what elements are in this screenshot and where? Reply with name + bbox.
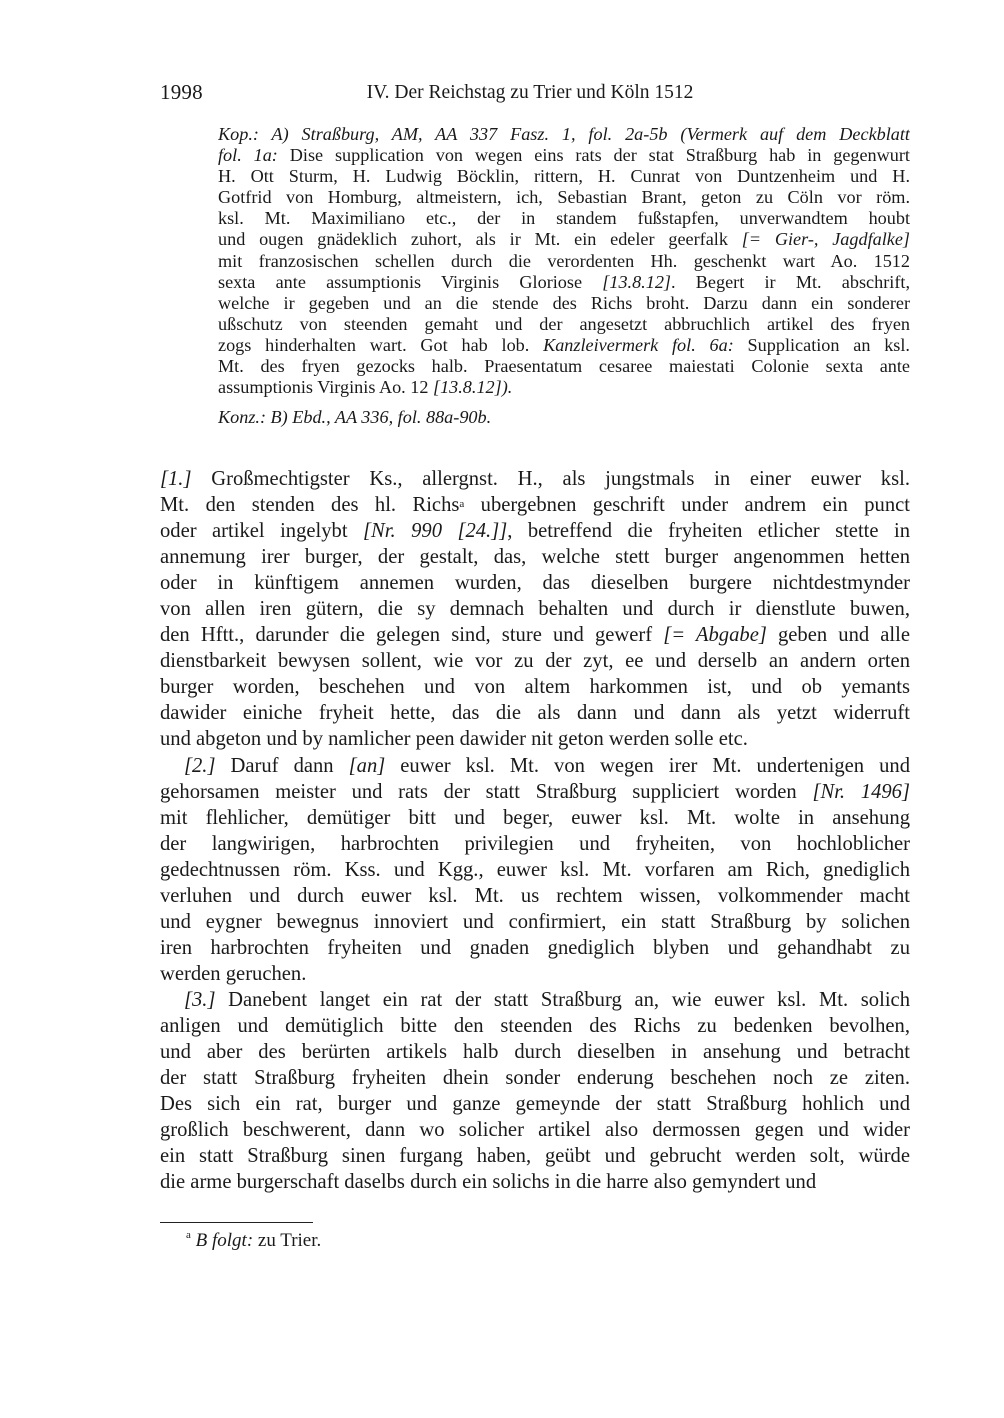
text-run: dawider einiche fryheit hette, das die als dann und dann als yetzt widerruft	[160, 702, 910, 725]
note-line	[218, 335, 910, 356]
text-run: und eygner bewegnus innoviert und confirmiert, ein statt Straßburg by solichen	[160, 910, 910, 933]
text-run: [= Gier-, Jagdfalke]	[741, 229, 910, 250]
note-line	[218, 377, 910, 398]
text-run: Supplication an ksl.	[733, 334, 910, 355]
footnote-text: zu Trier.	[253, 1230, 322, 1251]
text-run: welche ir gegeben und an die stende des Richs broht. Darzu dann ein sonderer	[218, 292, 910, 313]
text-line	[160, 700, 910, 726]
text-run: [an]	[348, 754, 386, 777]
text-run: den Hftt., darunder die gelegen sind, sture und gewerf	[160, 624, 664, 647]
running-header: IV. Der Reichstag zu Trier und Köln 1512	[366, 82, 694, 103]
note-line	[218, 187, 910, 208]
text-line	[160, 883, 910, 909]
text-run: [2.]	[184, 754, 216, 777]
page-number: 1998	[160, 80, 203, 104]
text-run: [Nr. 990 [24.]]	[363, 520, 508, 543]
text-run: Dise supplication von wegen eins rats der stat Straßburg hab in gegenwurt	[277, 145, 910, 166]
main-text	[160, 466, 910, 1195]
text-line	[160, 1169, 910, 1195]
text-line	[160, 518, 910, 544]
paragraph-1	[160, 466, 910, 753]
footnote-label: B folgt:	[195, 1230, 254, 1251]
footnote-ref: a	[459, 498, 465, 511]
text-run: werden geruchen.	[160, 962, 307, 985]
text-line	[160, 1013, 910, 1039]
text-run: [1.]	[160, 468, 192, 490]
text-run: die arme burgerschaft daselbs durch ein solichs in die harre also gemyndert und	[160, 1171, 817, 1194]
text-run: der langwirigen, harbrochten privilegien und fryheiten, von hochloblicher	[160, 832, 910, 855]
text-line	[160, 1143, 910, 1169]
text-run: oder artikel ingelybt	[160, 520, 364, 543]
text-line	[160, 753, 910, 779]
footnote-marker: a	[186, 1229, 191, 1241]
text-line	[160, 570, 910, 596]
text-run: der statt Straßburg fryheiten dhein sonder enderung beschehen noch ze ziten.	[160, 1067, 910, 1090]
text-run: dienstbarkeit bewysen sollent, wie vor zu der zyt, ee und derselb an andern orten	[160, 650, 910, 673]
text-run: anligen und demütiglich bitte den steenden des Richs zu bedenken bevolhen,	[160, 1014, 910, 1037]
footnote-rule	[160, 1222, 313, 1223]
text-run: [3.]	[184, 988, 216, 1011]
text-line	[160, 857, 910, 883]
source-notes	[218, 124, 910, 428]
text-run: [13.8.12]	[602, 271, 671, 292]
text-line	[160, 1065, 910, 1091]
text-line	[160, 596, 910, 622]
text-line	[160, 987, 910, 1013]
text-run: Mt. des fryen gezocks halb. Praesentatum cesaree maiestati Colonie sexta ante	[218, 356, 910, 377]
note-line	[218, 293, 910, 314]
text-line	[160, 1039, 910, 1065]
text-line	[160, 648, 910, 674]
text-run: ein statt Straßburg sinen furgang haben, geübt und gebrucht werden solt, würde	[160, 1145, 910, 1168]
note-line	[218, 314, 910, 335]
text-run: ksl. Mt. Maximiliano etc., der in standem fußstapfen, unverwandtem houbt	[218, 208, 910, 229]
text-line	[160, 544, 910, 570]
text-line	[160, 466, 910, 492]
text-run: fol. 1a:	[218, 145, 278, 166]
footnote-a	[186, 1230, 321, 1252]
text-run: [= Abgabe]	[663, 624, 767, 647]
note-line	[218, 208, 910, 229]
text-line	[160, 726, 910, 752]
text-run: Danebent langet ein rat der statt Straßburg an, wie euwer ksl. Mt. solich	[215, 988, 910, 1011]
text-run: Gotfrid von Homburg, altmeistern, ich, Sebastian Brant, geton zu Cöln vor röm.	[218, 187, 910, 208]
text-run: ubergebnen geschrift under andrem ein punct	[464, 494, 910, 517]
text-run: und ougen gnädeklich zuhort, als ir Mt. ein edeler geerfalk	[218, 229, 742, 250]
text-line	[160, 779, 910, 805]
text-run: verluhen und durch euwer ksl. Mt. us rechtem wissen, volkommender macht	[160, 884, 910, 907]
text-run: zogs hinderhalten wart. Got hab lob.	[218, 334, 544, 355]
text-run: , betreffend die fryheiten etlicher stette in	[507, 520, 910, 543]
text-run: Kop.: A) Straßburg, AM, AA 337 Fasz. 1, fol. 2a-5b (Vermerk auf dem Deckblatt	[218, 124, 910, 144]
text-run: geben und alle	[766, 624, 910, 647]
text-run: [Nr. 1496]	[812, 780, 910, 803]
text-run: und abgeton und by namlicher peen dawider nit geton werden solle etc.	[160, 728, 748, 751]
text-run: oder in künftigem annemen wurden, das dieselben burgere nichtdestmynder	[160, 572, 910, 595]
text-run: iren harbrochten fryheiten und gnaden gnediglich blyben und gehandhabt zu	[160, 936, 910, 959]
text-line	[160, 831, 910, 857]
text-run: und aber des berürten artikels halb durch dieselben in ansehung und betracht	[160, 1041, 910, 1064]
text-run: gedechtnussen röm. Kss. und Kgg., euwer ksl. Mt. vorfaren am Rich, gnediglich	[160, 858, 910, 881]
text-run: H. Ott Sturm, H. Ludwig Böcklin, rittern, H. Cunrat von Duntzenheim und H.	[218, 166, 910, 187]
paragraph-3	[160, 987, 910, 1195]
text-run: [13.8.12]).	[433, 377, 513, 398]
text-line	[160, 1091, 910, 1117]
note-line	[218, 272, 910, 293]
text-line	[160, 622, 910, 648]
note-line	[218, 166, 910, 187]
text-run: Des sich ein rat, burger und ganze gemeynde der statt Straßburg hohlich und	[160, 1093, 910, 1116]
text-run: annemung irer burger, der gestalt, das, welche stett burger angenommen hetten	[160, 546, 910, 569]
text-run: mit flehlicher, demütiger bitt und beger, euwer ksl. Mt. wolte in ansehung	[160, 806, 910, 829]
text-line	[160, 805, 910, 831]
text-run: gehorsamen meister und rats der statt Straßburg suppliciert worden	[160, 780, 813, 803]
note-line	[218, 229, 910, 250]
text-run: mit franzosischen schellen durch die verordenten Hh. geschenkt wart Ao. 1512	[218, 250, 910, 271]
text-run: . Begert ir Mt. abschrift,	[671, 271, 910, 292]
note-line	[218, 251, 910, 272]
text-line	[160, 674, 910, 700]
text-run: Daruf dann	[215, 754, 349, 777]
text-run: Mt. den stenden des hl. Richs	[160, 494, 460, 517]
note-line	[218, 356, 910, 377]
text-line	[160, 1117, 910, 1143]
kopie-note	[218, 124, 910, 398]
text-run: ußschutz von steenden gemaht und der angesetzt abbruchlich artikel des fryen	[218, 313, 910, 334]
text-line	[160, 935, 910, 961]
text-run: Großmechtigster Ks., allergnst. H., als jungstmals in einer euwer ksl.	[191, 468, 910, 490]
text-run: sexta ante assumptionis Virginis Gloriose	[218, 271, 603, 292]
text-line	[160, 961, 910, 987]
text-run: assumptionis Virginis Ao. 12	[218, 377, 433, 398]
text-run: burger worden, beschehen und von altem harkommen ist, und ob yemants	[160, 676, 910, 699]
text-run: von allen iren gütern, die sy demnach behalten und durch ir dienstlute buwen,	[160, 598, 910, 621]
text-run: euwer ksl. Mt. von wegen irer Mt. undertenigen und	[385, 754, 910, 777]
text-line	[160, 909, 910, 935]
note-line	[218, 145, 910, 166]
text-run: Kanzleivermerk fol. 6a:	[543, 334, 734, 355]
paragraph-2	[160, 753, 910, 987]
text-run: großlich beschwerent, dann wo solicher artikel also dermossen gegen und wider	[160, 1119, 910, 1142]
konzept-note: Konz.: B) Ebd., AA 336, fol. 88a-90b.	[218, 407, 492, 428]
note-line	[218, 124, 910, 145]
text-line	[160, 492, 910, 518]
